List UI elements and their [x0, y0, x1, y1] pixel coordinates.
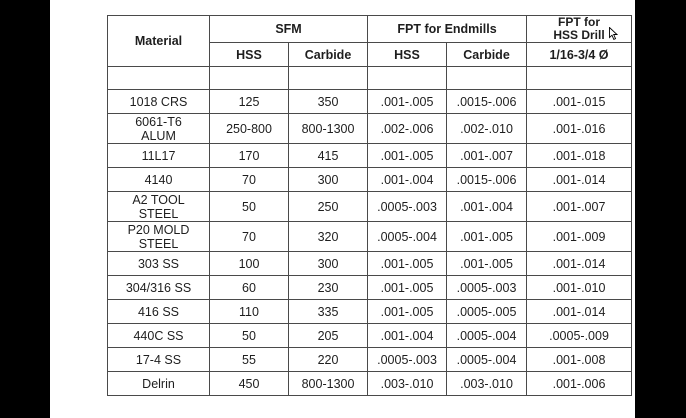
table-row — [108, 324, 632, 348]
fpt-hss-cell: .001-.005 — [368, 90, 447, 114]
fpt-carbide-cell: .0005-.005 — [447, 300, 527, 324]
material-line: 4140 — [144, 172, 173, 187]
fpt-drill-cell: .001-.015 — [527, 90, 632, 114]
material-cell — [108, 372, 210, 396]
sfm-hss-cell: 450 — [210, 372, 289, 396]
material-cell — [108, 252, 210, 276]
fpt-hss-cell: .003-.010 — [368, 372, 447, 396]
material-cell — [108, 324, 210, 348]
table-row — [108, 252, 632, 276]
fpt-hss-cell: .001-.005 — [368, 252, 447, 276]
fpt-drill-cell: .001-.008 — [527, 348, 632, 372]
fpt-hss-cell: .001-.005 — [368, 300, 447, 324]
material-cell — [108, 168, 210, 192]
sfm-hss-header: HSS — [210, 43, 289, 67]
fpt-hss-cell: .001-.004 — [368, 324, 447, 348]
table-row — [108, 192, 632, 222]
fpt-drill-cell: .001-.006 — [527, 372, 632, 396]
table-row — [108, 372, 632, 396]
sfm-carbide-cell: 205 — [289, 324, 368, 348]
feeds-speeds-sheet — [107, 15, 631, 396]
sfm-carbide-cell: 250 — [289, 192, 368, 222]
sfm-carbide-cell: 335 — [289, 300, 368, 324]
material-line: STEEL — [138, 236, 179, 251]
fpt-drill-cell: .001-.016 — [527, 114, 632, 144]
fpt-drill-cell: .001-.009 — [527, 222, 632, 252]
sfm-header: SFM — [210, 16, 368, 43]
fpt-carbide-cell: .0015-.006 — [447, 168, 527, 192]
empty-cell — [527, 67, 632, 90]
table-body — [108, 16, 632, 396]
sfm-carbide-cell: 350 — [289, 90, 368, 114]
fpt-drill-cell: .001-.014 — [527, 300, 632, 324]
material-cell — [108, 348, 210, 372]
fpt-carbide-cell: .0005-.004 — [447, 324, 527, 348]
table-row — [108, 222, 632, 252]
fpt-hss-cell: .001-.005 — [368, 276, 447, 300]
material-cell — [108, 114, 210, 144]
empty-cell — [210, 67, 289, 90]
fpt-drill-cell: .001-.018 — [527, 144, 632, 168]
fpt-drill-header-line1: FPT for — [558, 15, 601, 29]
table-row — [108, 90, 632, 114]
fpt-carbide-cell: .003-.010 — [447, 372, 527, 396]
fpt-carbide-cell: .002-.010 — [447, 114, 527, 144]
feeds-speeds-table — [107, 15, 632, 396]
fpt-hss-cell: .001-.005 — [368, 144, 447, 168]
fpt-hss-cell: .0005-.003 — [368, 192, 447, 222]
sfm-carbide-cell: 300 — [289, 252, 368, 276]
sfm-hss-cell: 70 — [210, 168, 289, 192]
sfm-hss-cell: 55 — [210, 348, 289, 372]
sfm-carbide-cell: 230 — [289, 276, 368, 300]
material-line: 6061-T6 — [135, 114, 182, 129]
material-line: 304/316 SS — [125, 280, 192, 295]
material-cell — [108, 276, 210, 300]
material-line: 17-4 SS — [135, 352, 182, 367]
fpt-drill-cell: .001-.014 — [527, 252, 632, 276]
material-cell — [108, 144, 210, 168]
fpt-drill-header-line2: HSS Drill — [553, 28, 605, 42]
fpt-drill-cell: .001-.014 — [527, 168, 632, 192]
material-line: 440C SS — [133, 328, 184, 343]
table-row — [108, 168, 632, 192]
fpt-hss-cell: .0005-.003 — [368, 348, 447, 372]
material-cell — [108, 192, 210, 222]
material-line: P20 MOLD — [127, 222, 190, 237]
header-row-1 — [108, 16, 632, 43]
sfm-carbide-cell: 800-1300 — [289, 114, 368, 144]
table-row — [108, 300, 632, 324]
fpt-drill-cell: .001-.007 — [527, 192, 632, 222]
fpt-hss-cell: .0005-.004 — [368, 222, 447, 252]
sfm-hss-cell: 250-800 — [210, 114, 289, 144]
sfm-carbide-cell: 300 — [289, 168, 368, 192]
fpt-carbide-cell: .0005-.003 — [447, 276, 527, 300]
drill-range-header: 1/16-3/4 Ø — [527, 43, 632, 67]
sfm-hss-cell: 60 — [210, 276, 289, 300]
empty-cell — [447, 67, 527, 90]
fpt-hss-header: HSS — [368, 43, 447, 67]
sfm-hss-cell: 70 — [210, 222, 289, 252]
fpt-carbide-cell: .0015-.006 — [447, 90, 527, 114]
sfm-hss-cell: 100 — [210, 252, 289, 276]
table-row — [108, 114, 632, 144]
material-line: Delrin — [142, 376, 175, 391]
document-page — [50, 0, 635, 418]
fpt-drill-cell: .0005-.009 — [527, 324, 632, 348]
fpt-hss-cell: .001-.004 — [368, 168, 447, 192]
sfm-carbide-cell: 415 — [289, 144, 368, 168]
material-cell — [108, 300, 210, 324]
fpt-carbide-cell: .001-.005 — [447, 252, 527, 276]
empty-cell — [368, 67, 447, 90]
empty-cell — [289, 67, 368, 90]
material-line: STEEL — [138, 206, 179, 221]
fpt-hss-cell: .002-.006 — [368, 114, 447, 144]
fpt-endmills-header: FPT for Endmills — [368, 16, 527, 43]
empty-cell — [108, 67, 210, 90]
material-line: 1018 CRS — [129, 94, 188, 109]
fpt-carbide-cell: .001-.005 — [447, 222, 527, 252]
material-cell — [108, 90, 210, 114]
material-cell — [108, 222, 210, 252]
sfm-hss-cell: 50 — [210, 192, 289, 222]
material-header: Material — [108, 16, 210, 67]
fpt-carbide-cell: .0005-.004 — [447, 348, 527, 372]
material-line: 416 SS — [137, 304, 179, 319]
sfm-hss-cell: 110 — [210, 300, 289, 324]
material-line: ALUM — [141, 128, 176, 143]
fpt-drill-cell: .001-.010 — [527, 276, 632, 300]
sfm-carbide-cell: 220 — [289, 348, 368, 372]
table-row — [108, 276, 632, 300]
material-line: A2 TOOL — [132, 192, 185, 207]
sfm-hss-cell: 50 — [210, 324, 289, 348]
material-line: 303 SS — [137, 256, 179, 271]
spacer-row — [108, 67, 632, 90]
mouse-pointer-icon — [609, 27, 618, 40]
sfm-carbide-cell: 320 — [289, 222, 368, 252]
material-line: 11L17 — [141, 148, 176, 163]
sfm-carbide-header: Carbide — [289, 43, 368, 67]
fpt-carbide-cell: .001-.007 — [447, 144, 527, 168]
sfm-hss-cell: 125 — [210, 90, 289, 114]
fpt-drill-header — [527, 16, 632, 43]
fpt-carbide-cell: .001-.004 — [447, 192, 527, 222]
sfm-hss-cell: 170 — [210, 144, 289, 168]
table-row — [108, 144, 632, 168]
sfm-carbide-cell: 800-1300 — [289, 372, 368, 396]
fpt-carbide-header: Carbide — [447, 43, 527, 67]
table-row — [108, 348, 632, 372]
